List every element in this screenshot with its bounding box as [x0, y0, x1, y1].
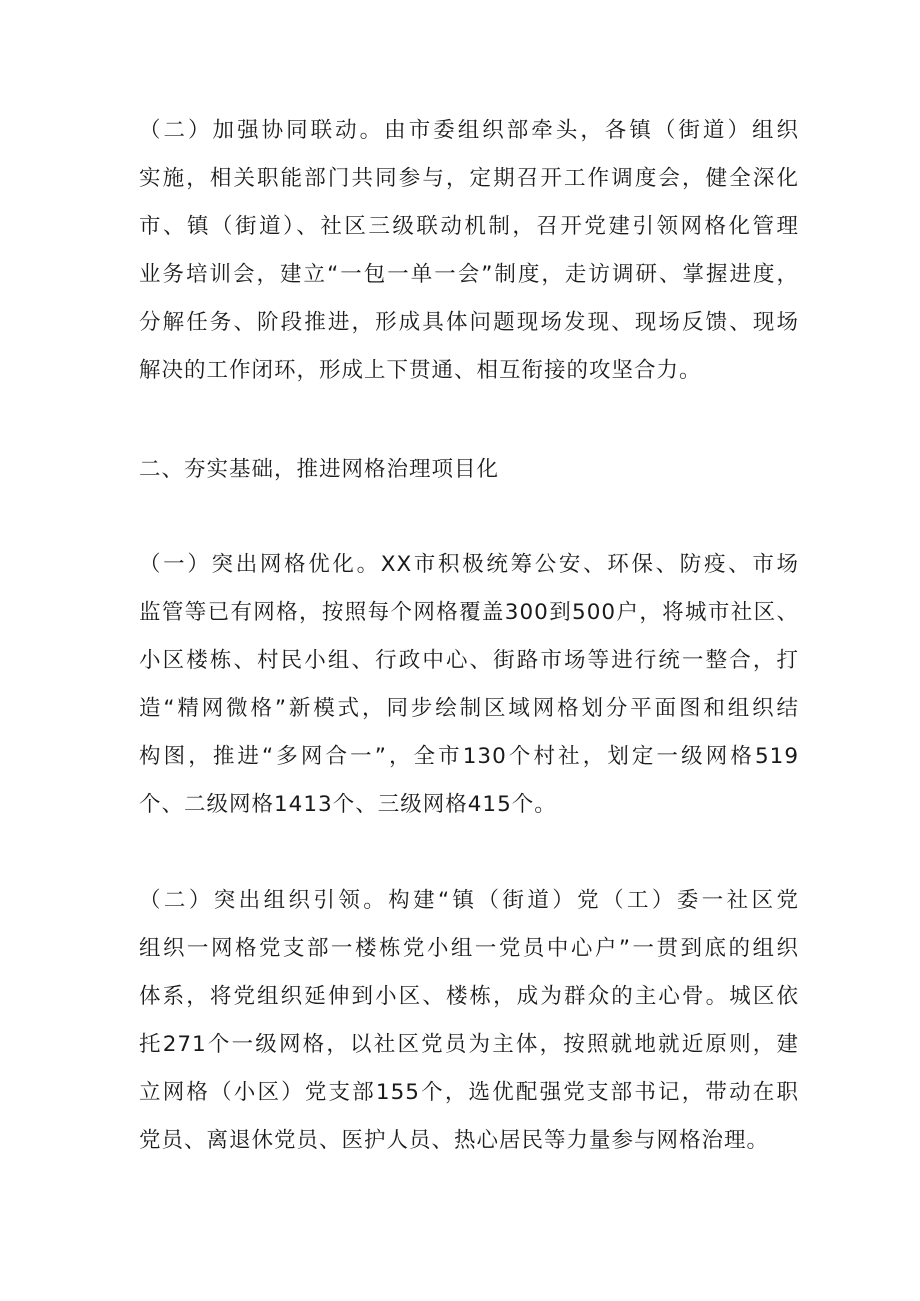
text-line: 业务培训会，建立“一包一单一会”制度，走访调研、掌握进度， — [139, 262, 799, 287]
text-line: （二）突出组织引领。构建“镇（街道）党（工）委一社区党 — [139, 888, 799, 913]
paragraph-coordination — [139, 107, 799, 395]
section-heading: 二、夯实基础，推进网格治理项目化 — [139, 457, 500, 482]
text-line: 党员、离退休党员、医护人员、热心居民等力量参与网格治理。 — [139, 1128, 770, 1153]
text-line: 实施，相关职能部门共同参与，定期召开工作调度会，健全深化 — [139, 166, 799, 191]
text-line: （一）突出网格优化。XX市积极统筹公安、环保、防疫、市场 — [139, 552, 799, 577]
text-line: 监管等已有网格，按照每个网格覆盖300到500户，将城市社区、 — [139, 600, 799, 625]
text-line: 个、二级网格1413个、三级网格415个。 — [139, 792, 557, 817]
text-line: 体系，将党组织延伸到小区、楼栋，成为群众的主心骨。城区依 — [139, 984, 799, 1009]
text-line: 解决的工作闭环，形成上下贯通、相互衔接的攻坚合力。 — [139, 358, 702, 383]
text-line: 造“精网微格”新模式，同步绘制区域网格划分平面图和组织结 — [139, 696, 799, 721]
text-line: 小区楼栋、村民小组、行政中心、街路市场等进行统一整合，打 — [139, 648, 799, 673]
paragraph-organization-leadership — [139, 877, 799, 1165]
text-line: 构图，推进“多网合一”，全市130个村社，划定一级网格519 — [139, 744, 799, 769]
text-line: （二）加强协同联动。由市委组织部牵头，各镇（街道）组织 — [139, 118, 799, 143]
paragraph-grid-optimization — [139, 541, 799, 829]
text-line: 组织一网格党支部一楼栋党小组一党员中心户”一贯到底的组织 — [139, 936, 799, 961]
text-line: 立网格（小区）党支部155个，选优配强党支部书记，带动在职 — [139, 1080, 799, 1105]
text-line: 托271个一级网格，以社区党员为主体，按照就地就近原则，建 — [139, 1032, 799, 1057]
text-line: 分解任务、阶段推进，形成具体问题现场发现、现场反馈、现场 — [139, 310, 799, 335]
text-line: 市、镇（街道）、社区三级联动机制，召开党建引领网格化管理 — [139, 214, 799, 239]
